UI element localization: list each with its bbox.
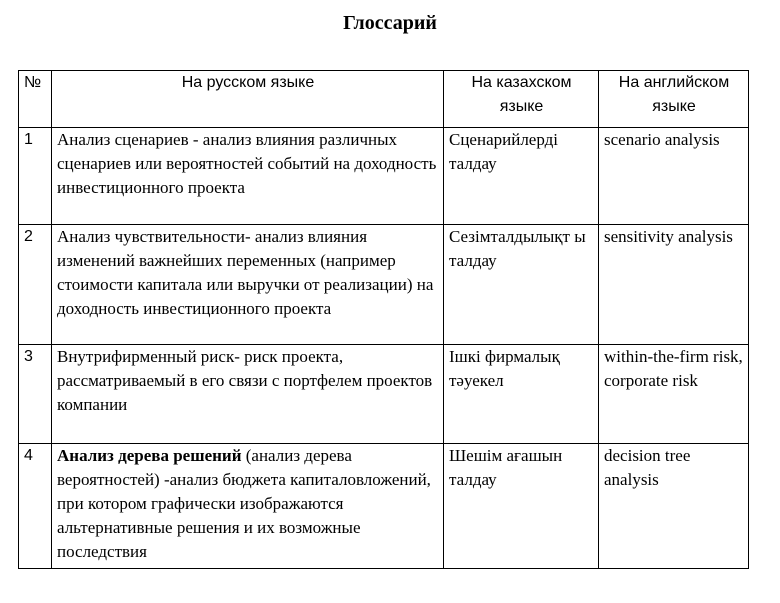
- header-kazakh: На казахском языке: [444, 71, 599, 128]
- header-english: На английском языке: [599, 71, 749, 128]
- table-row: [19, 128, 749, 225]
- row-number: 4: [19, 444, 52, 569]
- glossary-table: [18, 70, 749, 569]
- term-russian: Анализ чувствительности- анализ влияния изменений важнейших переменных (например стоимости капитала или выручки от реализации) на доходность инвестиционного проекта: [52, 225, 444, 345]
- term-russian-bold: Анализ дерева решений: [57, 446, 242, 465]
- table-row: [19, 225, 749, 345]
- term-russian-rest: (анализ дерева вероятностей) -анализ бюджета капиталовложений, при котором графически изображаются альтернативные решения и их возможные последствия: [57, 446, 431, 561]
- row-number: 2: [19, 225, 52, 345]
- term-english: within-the-firm risk, corporate risk: [599, 345, 749, 444]
- term-english: sensitivity analysis: [599, 225, 749, 345]
- header-russian: На русском языке: [52, 71, 444, 128]
- term-russian: Внутрифирменный риск- риск проекта, рассматриваемый в его связи с портфелем проектов компании: [52, 345, 444, 444]
- row-number: 3: [19, 345, 52, 444]
- row-number: 1: [19, 128, 52, 225]
- term-kazakh: Сценарийлерді талдау: [444, 128, 599, 225]
- term-kazakh: Ішкі фирмалық тәуекел: [444, 345, 599, 444]
- term-english: scenario analysis: [599, 128, 749, 225]
- page-title: Глоссарий: [343, 12, 437, 34]
- table-row: [19, 444, 749, 569]
- term-russian: Анализ сценариев - анализ влияния различных сценариев или вероятностей событий на доходность инвестиционного проекта: [52, 128, 444, 225]
- term-russian: [52, 444, 444, 569]
- term-kazakh: Сезімталдылықт ы талдау: [444, 225, 599, 345]
- table-header-row: [19, 71, 749, 128]
- table-row: [19, 345, 749, 444]
- header-number: №: [19, 71, 52, 128]
- term-kazakh: Шешім ағашын талдау: [444, 444, 599, 569]
- term-english: decision tree analysis: [599, 444, 749, 569]
